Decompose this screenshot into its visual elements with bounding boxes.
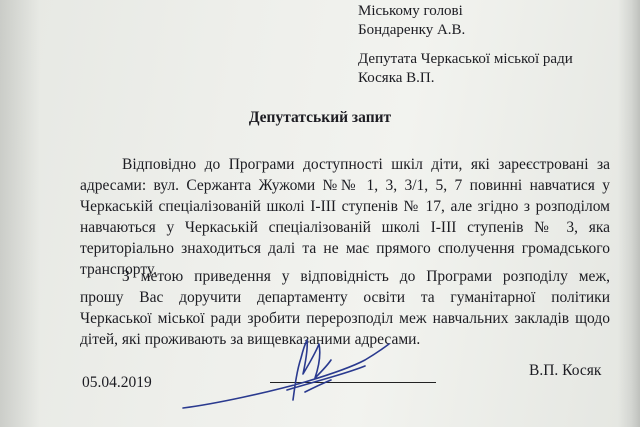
recipient-block (358, 2, 465, 40)
paragraph-line: адресами: вул. Сержанта Жужоми №№ 1, 3, 3/1, 5, 7 повинні навчатися у (80, 177, 610, 194)
sender-block (358, 50, 573, 88)
signature-stroke (183, 340, 389, 408)
signer-name: В.П. Косяк (529, 362, 602, 379)
document-title: Депутатський запит (248, 109, 392, 126)
paragraph-line: прошу Вас доручити департаменту освіти та гуманітарної політики (80, 289, 610, 306)
sender-line-1: Депутата Черкаської міської ради (358, 51, 573, 67)
document-date: 05.04.2019 (82, 374, 152, 391)
paragraph-line: З метою приведення у відповідність до Програми розподілу меж, (122, 268, 610, 285)
paragraph-line: навчаються у Черкаській спеціалізованій школі І-ІІІ ступенів № 3, яка (80, 219, 610, 236)
page-shadow (0, 0, 40, 427)
recipient-line-1: Міському голові (358, 3, 463, 19)
paragraph-line: дітей, які проживають за вищевказаними адресами. (80, 331, 421, 348)
paragraph-line: Черкаській спеціалізованій школі І-ІІІ ступенів № 17, але згідно з розподілом (80, 198, 610, 215)
paragraph-line: Черкаської міської ради зробити перерозподіл меж навчальних закладів щодо (80, 310, 610, 327)
handwritten-signature (175, 330, 415, 425)
sender-line-2: Косяка В.П. (358, 70, 435, 86)
paragraph-1 (80, 154, 610, 280)
recipient-line-2: Бондаренку А.В. (358, 22, 466, 38)
paragraph-line: територіально знаходиться далі та не має прямого сполучення громадського (80, 240, 610, 257)
page-fold (618, 0, 640, 427)
paragraph-line: транспорту. (80, 261, 158, 278)
paragraph-line: Відповідно до Програми доступності шкіл діти, які зареєстровані за (122, 156, 610, 173)
